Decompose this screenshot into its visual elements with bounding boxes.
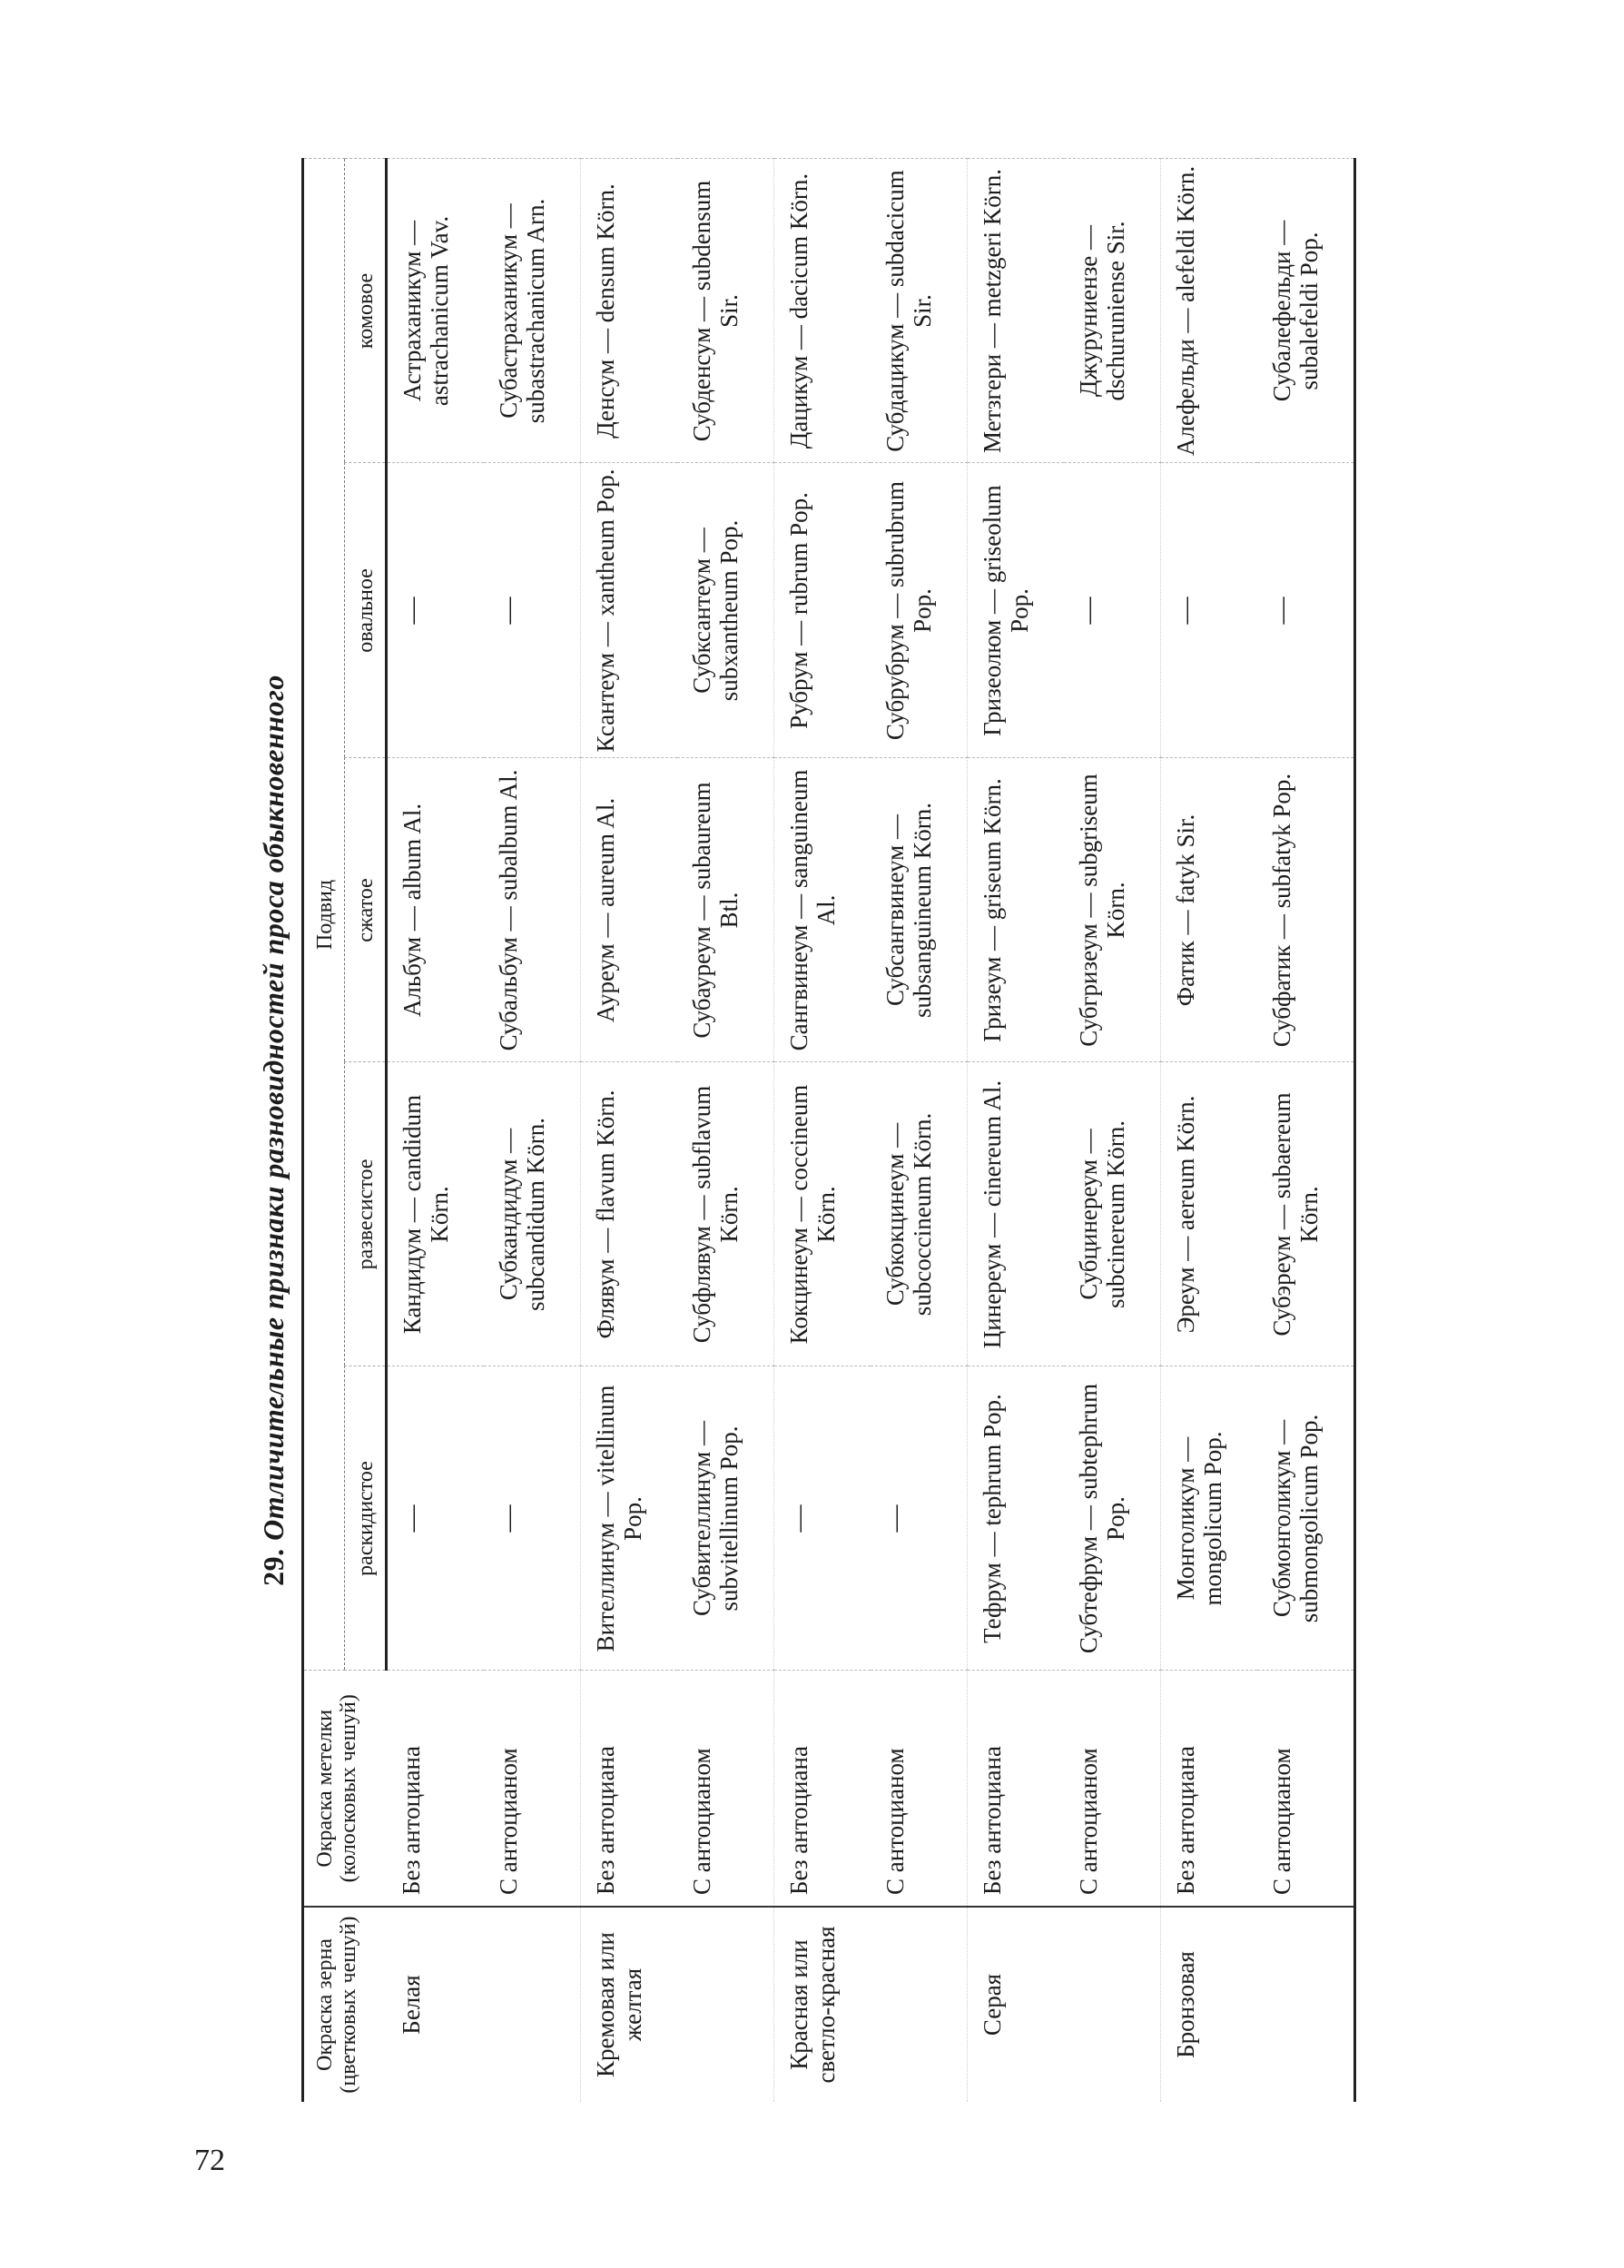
table-row — [387, 159, 485, 2102]
variety-oval-cell: — — [484, 463, 581, 758]
variety-oval-cell: — — [1161, 463, 1258, 758]
header-subtype: Подвид — [303, 159, 345, 1671]
grain-color-cell: Кремовая или желтая — [581, 1907, 678, 2102]
variety-compact-cell: Субфатик — subfatyk Pop. — [1257, 758, 1355, 1062]
header-subtype-1: раскидистое — [345, 1366, 387, 1671]
variety-lumpy-cell: Субденсум — subdensum Sir. — [677, 159, 774, 463]
table-row — [677, 159, 774, 2102]
rotated-table-container — [245, 159, 1624, 2094]
anthocyanin-cell: Без антоциана — [581, 1671, 678, 1907]
header-subtype-4: овальное — [345, 463, 387, 758]
table-row — [1257, 159, 1355, 2102]
variety-spreading-cell: — — [871, 1366, 968, 1671]
anthocyanin-cell: Без антоциана — [387, 1671, 485, 1907]
table-title — [245, 159, 301, 2102]
variety-drooping-cell: Кокцинеум — coccineum Körn. — [774, 1062, 871, 1366]
anthocyanin-cell: С антоцианом — [677, 1671, 774, 1907]
table-row — [484, 159, 581, 2102]
variety-spreading-cell: — — [387, 1366, 485, 1671]
variety-lumpy-cell: Субдацикум — subdacicum Sir. — [871, 159, 968, 463]
variety-drooping-cell: Кандидум — candidum Körn. — [387, 1062, 485, 1366]
variety-oval-cell: Субксантеум — subxantheum Pop. — [677, 463, 774, 758]
grain-color-cell — [1257, 1907, 1355, 2102]
variety-lumpy-cell: Астраханикум — astrachanicum Vav. — [387, 159, 485, 463]
variety-spreading-cell: Вителлинум — vitellinum Pop. — [581, 1366, 678, 1671]
header-subtype-2: развесистое — [345, 1062, 387, 1366]
table-row — [581, 159, 678, 2102]
grain-color-cell — [677, 1907, 774, 2102]
variety-compact-cell: Гризеум — griseum Körn. — [968, 758, 1065, 1062]
variety-drooping-cell: Субкандидум — subcandidum Körn. — [484, 1062, 581, 1366]
anthocyanin-cell: С антоцианом — [1064, 1671, 1161, 1907]
variety-oval-cell: Рубрум — rubrum Pop. — [774, 463, 871, 758]
variety-compact-cell: Субауреум — subaureum Btl. — [677, 758, 774, 1062]
grain-color-cell: Белая — [387, 1907, 485, 2102]
variety-compact-cell: Альбум — album Al. — [387, 758, 485, 1062]
variety-drooping-cell: Цинереум — cinereum Al. — [968, 1062, 1065, 1366]
header-row-top — [303, 159, 345, 2102]
variety-spreading-cell: Субтефрум — subtephrum Pop. — [1064, 1366, 1161, 1671]
anthocyanin-cell: Без антоциана — [968, 1671, 1065, 1907]
table-row — [1064, 159, 1161, 2102]
varieties-table — [301, 158, 1356, 2102]
variety-lumpy-cell: Дацикум — dacicum Körn. — [774, 159, 871, 463]
table-number: 29. — [257, 1548, 290, 1586]
anthocyanin-cell: С антоцианом — [484, 1671, 581, 1907]
variety-lumpy-cell: Джуруниензе — dschuruniense Sir. — [1064, 159, 1161, 463]
variety-spreading-cell: Монголикум — mongolicum Pop. — [1161, 1366, 1258, 1671]
table-row — [1161, 159, 1258, 2102]
variety-drooping-cell: Флявум — flavum Körn. — [581, 1062, 678, 1366]
header-subtype-5: комовое — [345, 159, 387, 463]
table-row — [968, 159, 1065, 2102]
variety-spreading-cell: Тефрум — tephrum Pop. — [968, 1366, 1065, 1671]
variety-compact-cell: Субсангвинеум — subsanguineum Körn. — [871, 758, 968, 1062]
variety-oval-cell: — — [387, 463, 485, 758]
grain-color-cell: Серая — [968, 1907, 1065, 2102]
table-wrapper — [245, 159, 1462, 2102]
variety-oval-cell: — — [1064, 463, 1161, 758]
table-row — [871, 159, 968, 2102]
variety-compact-cell: Ауреум — aureum Al. — [581, 758, 678, 1062]
table-row — [774, 159, 871, 2102]
anthocyanin-cell: Без антоциана — [1161, 1671, 1258, 1907]
variety-spreading-cell: — — [774, 1366, 871, 1671]
header-glume-color: Окраска метелки (колосковых чешуй) — [303, 1671, 387, 1907]
variety-spreading-cell: — — [484, 1366, 581, 1671]
grain-color-cell: Красная или светло-красная — [774, 1907, 871, 2102]
variety-drooping-cell: Субфлявум — subflavum Körn. — [677, 1062, 774, 1366]
variety-spreading-cell: Субвителлинум — subvitellinum Pop. — [677, 1366, 774, 1671]
page-number: 72 — [194, 2144, 225, 2177]
variety-drooping-cell: Эреум — aereum Körn. — [1161, 1062, 1258, 1366]
table-body — [387, 159, 1355, 2102]
variety-lumpy-cell: Алефельди — alefeldi Körn. — [1161, 159, 1258, 463]
anthocyanin-cell: Без антоциана — [774, 1671, 871, 1907]
grain-color-cell — [1064, 1907, 1161, 2102]
anthocyanin-cell: С антоцианом — [871, 1671, 968, 1907]
variety-oval-cell: Гризеолюм — griseolum Pop. — [968, 463, 1065, 758]
variety-lumpy-cell: Субалефельди — subalefeldi Pop. — [1257, 159, 1355, 463]
variety-compact-cell: Сангвинеум — sanguineum Al. — [774, 758, 871, 1062]
header-grain-color: Окраска зерна (цветковых чешуй) — [303, 1907, 387, 2102]
variety-oval-cell: Субрубрум — subrubrum Pop. — [871, 463, 968, 758]
variety-drooping-cell: Субэреум — subaereum Körn. — [1257, 1062, 1355, 1366]
variety-lumpy-cell: Субастраханикум — subastrachanicum Arn. — [484, 159, 581, 463]
header-subtype-3: сжатое — [345, 758, 387, 1062]
variety-compact-cell: Субгризеум — subgriseum Körn. — [1064, 758, 1161, 1062]
variety-drooping-cell: Субцинереум — subcinereum Körn. — [1064, 1062, 1161, 1366]
variety-lumpy-cell: Метзгери — metzgeri Körn. — [968, 159, 1065, 463]
variety-compact-cell: Фатик — fatyk Sir. — [1161, 758, 1258, 1062]
variety-drooping-cell: Субкокцинеум — subcoccineum Körn. — [871, 1062, 968, 1366]
anthocyanin-cell: С антоцианом — [1257, 1671, 1355, 1907]
variety-oval-cell: — — [1257, 463, 1355, 758]
variety-compact-cell: Субальбум — subalbum Al. — [484, 758, 581, 1062]
grain-color-cell — [871, 1907, 968, 2102]
variety-spreading-cell: Субмонголикум — submongolicum Pop. — [1257, 1366, 1355, 1671]
variety-oval-cell: Ксантеум — xantheum Pop. — [581, 463, 678, 758]
table-title-text: Отличительные признаки разновидностей проса обыкновенного — [257, 675, 290, 1541]
grain-color-cell — [484, 1907, 581, 2102]
variety-lumpy-cell: Денсум — densum Körn. — [581, 159, 678, 463]
grain-color-cell: Бронзовая — [1161, 1907, 1258, 2102]
